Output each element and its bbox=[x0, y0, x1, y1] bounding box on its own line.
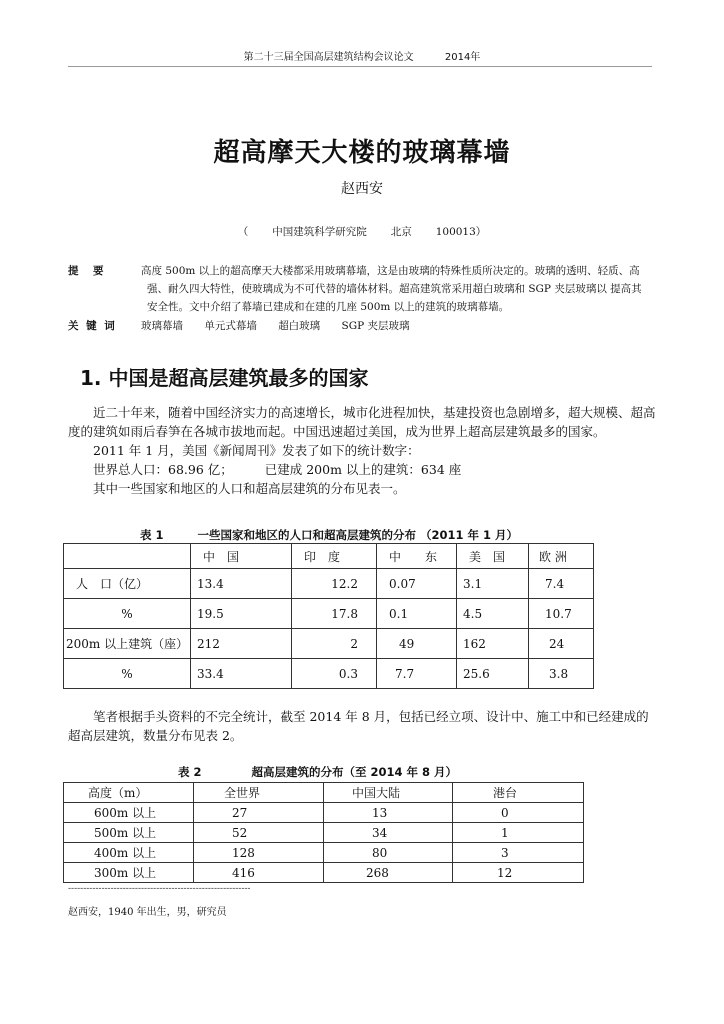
table-cell: 2 bbox=[292, 629, 377, 659]
abstract-line: 安全性。文中介绍了幕墙已建成和在建的几座 500m 以上的建筑的玻璃幕墙。 bbox=[147, 301, 510, 313]
table-cell: 人 口（亿） bbox=[64, 569, 191, 599]
table-cell: 7.4 bbox=[529, 569, 594, 599]
table2-title: 超高层建筑的分布（至 2014 年 8 月） bbox=[251, 765, 458, 779]
table-row bbox=[64, 599, 594, 629]
table-cell: 3 bbox=[453, 843, 584, 863]
paragraph: 笔者根据手头资料的不完全统计，截至 2014 年 8 月，包括已经立项、设计中、施工中和已经建成的超高层建筑，数量分布见表 2。 bbox=[68, 709, 649, 743]
table-row bbox=[64, 629, 594, 659]
table-cell: 19.5 bbox=[191, 599, 292, 629]
conference-name: 第二十三届全国高层建筑结构会议论文 bbox=[243, 52, 414, 63]
table-cell: 3.1 bbox=[457, 569, 529, 599]
keyword: SGP 夹层玻璃 bbox=[341, 320, 410, 332]
table-header-cell bbox=[64, 544, 191, 569]
table-header-cell: 全世界 bbox=[194, 783, 324, 803]
table-cell: 400m 以上 bbox=[64, 843, 194, 863]
abstract-line: 强、耐久四大特性，使玻璃成为不可代替的墙体材料。超高建筑常采用超白玻璃和 SGP 夹层玻璃以 提高其 bbox=[147, 283, 642, 295]
table1-caption bbox=[140, 527, 518, 543]
table-cell: 600m 以上 bbox=[64, 803, 194, 823]
table-header-cell: 中国大陆 bbox=[324, 783, 453, 803]
conference-year: 2014年 bbox=[444, 52, 481, 63]
statistics-line bbox=[68, 460, 658, 479]
table-row bbox=[64, 823, 584, 843]
table-header-row bbox=[64, 783, 584, 803]
paragraph: 近二十年来，随着中国经济实力的高速增长，城市化进程加快，基建投资也急剧增多，超大规模、超高度的建筑如雨后春笋在各城市拔地而起。中国迅速超过美国，成为世界上超高层建筑最多的国家。 bbox=[68, 405, 656, 439]
header-rule bbox=[68, 66, 652, 67]
table-cell: 7.7 bbox=[377, 659, 457, 689]
table-cell: 162 bbox=[457, 629, 529, 659]
table-cell: 13.4 bbox=[191, 569, 292, 599]
table-header-row bbox=[64, 544, 594, 569]
table-header-cell: 中 国 bbox=[191, 544, 292, 569]
affiliation-institute: 中国建筑科学研究院 bbox=[272, 226, 367, 238]
table-row bbox=[64, 569, 594, 599]
table1-label: 表 1 bbox=[140, 528, 164, 542]
table-header-cell: 高度（m） bbox=[64, 783, 194, 803]
footnote: 赵西安，1940 年出生，男，研究员 bbox=[68, 907, 227, 918]
author: 赵西安 bbox=[341, 181, 383, 197]
table-header-cell: 欧 洲 bbox=[529, 544, 594, 569]
keyword: 超白玻璃 bbox=[278, 320, 321, 332]
table-cell: 0 bbox=[453, 803, 584, 823]
affiliation bbox=[0, 224, 724, 239]
world-population: 世界总人口：68.96 亿； bbox=[93, 462, 233, 477]
table-cell: 12 bbox=[453, 863, 584, 883]
paper-title: 超高摩天大楼的玻璃幕墙 bbox=[213, 138, 511, 168]
keywords bbox=[68, 318, 410, 333]
table-cell: % bbox=[64, 659, 191, 689]
section-heading: 1. 中国是超高层建筑最多的国家 bbox=[80, 366, 369, 390]
abstract bbox=[68, 262, 658, 316]
affiliation-open: （ bbox=[237, 226, 249, 238]
table-header-cell: 港台 bbox=[453, 783, 584, 803]
running-header bbox=[0, 48, 724, 63]
table-header-cell: 中 东 bbox=[377, 544, 457, 569]
table-cell: 25.6 bbox=[457, 659, 529, 689]
paragraph: 2011 年 1 月，美国《新闻周刊》发表了如下的统计数字： bbox=[93, 443, 420, 458]
affiliation-postcode: 100013） bbox=[435, 226, 487, 238]
table2-caption bbox=[178, 764, 457, 780]
table-row bbox=[64, 843, 584, 863]
table-cell: 0.1 bbox=[377, 599, 457, 629]
table-cell: 4.5 bbox=[457, 599, 529, 629]
table-cell: 128 bbox=[194, 843, 324, 863]
table-header-cell: 印 度 bbox=[292, 544, 377, 569]
body-text bbox=[68, 403, 658, 498]
abstract-label: 提 要 bbox=[68, 265, 106, 277]
paragraph: 其中一些国家和地区的人口和超高层建筑的分布见表一。 bbox=[93, 481, 406, 496]
table-cell: 416 bbox=[194, 863, 324, 883]
keyword: 单元式幕墙 bbox=[204, 320, 257, 332]
table-cell: 0.07 bbox=[377, 569, 457, 599]
affiliation-city: 北京 bbox=[390, 226, 412, 238]
abstract-line: 高度 500m 以上的超高摩天大楼都采用玻璃幕墙，这是由玻璃的特殊性质所决定的。玻璃的透明、轻质、高 bbox=[141, 265, 640, 277]
table-cell: 0.3 bbox=[292, 659, 377, 689]
table1 bbox=[63, 543, 594, 689]
footnote-separator: ------------------------------------------------------------ bbox=[68, 884, 251, 894]
table-cell: 13 bbox=[324, 803, 453, 823]
keywords-label: 关 键 词 bbox=[68, 320, 117, 332]
keyword: 玻璃幕墙 bbox=[141, 320, 183, 332]
table-cell: 300m 以上 bbox=[64, 863, 194, 883]
table1-title: 一些国家和地区的人口和超高层建筑的分布 （2011 年 1 月） bbox=[197, 528, 519, 542]
table-cell: 10.7 bbox=[529, 599, 594, 629]
table-cell: 49 bbox=[377, 629, 457, 659]
table-cell: 27 bbox=[194, 803, 324, 823]
table-cell: % bbox=[64, 599, 191, 629]
table2 bbox=[63, 782, 584, 883]
table-cell: 80 bbox=[324, 843, 453, 863]
table-cell: 24 bbox=[529, 629, 594, 659]
table-cell: 17.8 bbox=[292, 599, 377, 629]
table-cell: 12.2 bbox=[292, 569, 377, 599]
table-cell: 3.8 bbox=[529, 659, 594, 689]
table-cell: 500m 以上 bbox=[64, 823, 194, 843]
table-row bbox=[64, 863, 584, 883]
table-cell: 268 bbox=[324, 863, 453, 883]
table-cell: 33.4 bbox=[191, 659, 292, 689]
table-cell: 1 bbox=[453, 823, 584, 843]
table-row bbox=[64, 659, 594, 689]
table-cell: 34 bbox=[324, 823, 453, 843]
table-row bbox=[64, 803, 584, 823]
table-cell: 212 bbox=[191, 629, 292, 659]
table-header-cell: 美 国 bbox=[457, 544, 529, 569]
table-cell: 200m 以上建筑（座） bbox=[64, 629, 191, 659]
table-cell: 52 bbox=[194, 823, 324, 843]
table2-label: 表 2 bbox=[178, 765, 202, 779]
buildings-count: 已建成 200m 以上的建筑：634 座 bbox=[264, 462, 462, 477]
